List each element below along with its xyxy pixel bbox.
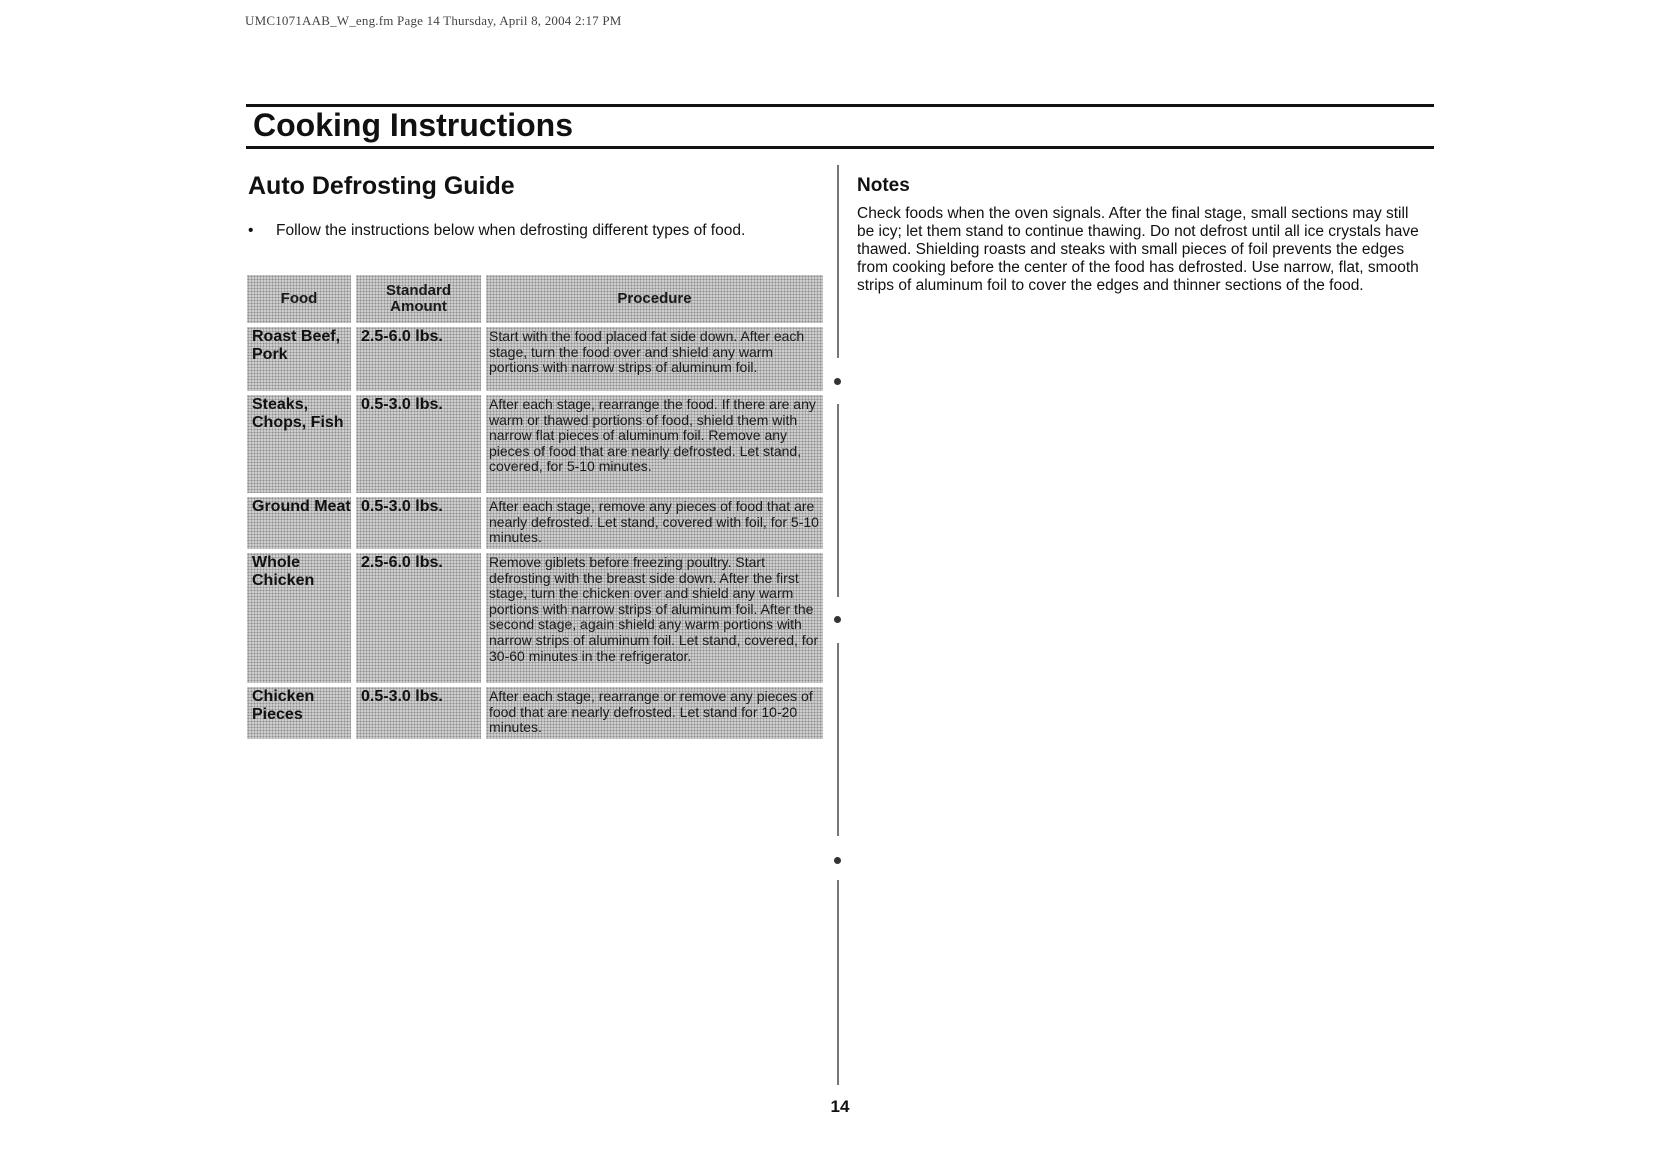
column-divider (837, 404, 839, 597)
table-row (247, 687, 823, 739)
table-header-row (247, 275, 823, 323)
column-divider (837, 643, 839, 836)
page-number: 14 (830, 1097, 850, 1116)
food-cell: Whole Chicken (247, 553, 351, 683)
procedure-cell: Remove giblets before freezing poultry. Start defrosting with the breast side down. After the first stage, turn the chicken over and shield any warm portions with narrow strips of aluminum foil. After the second stage, again shield any warm portions with narrow strips of aluminum foil. Let stand, covered, for 30-60 minutes in the refrigerator. (486, 553, 823, 683)
procedure-cell: After each stage, rearrange the food. If there are any warm or thawed portions of food, shield them with narrow flat pieces of aluminum foil. Remove any pieces of food that are nearly defrosted. Let stand, covered, for 5-10 minutes. (486, 395, 823, 493)
bullet-dot: • (248, 222, 254, 239)
notes-heading: Notes (857, 175, 910, 196)
page-header: UMC1071AAB_W_eng.fm Page 14 Thursday, April 8, 2004 2:17 PM (245, 13, 622, 28)
table-row (247, 497, 823, 549)
procedure-cell: After each stage, rearrange or remove any pieces of food that are nearly defrosted. Let stand for 10-20 minutes. (486, 687, 823, 739)
header-amount-line1: Standard (385, 282, 451, 299)
amount-cell: 0.5-3.0 lbs. (356, 497, 481, 549)
section-title: Cooking Instructions (253, 107, 573, 143)
amount-cell: 2.5-6.0 lbs. (356, 327, 481, 391)
registration-mark (834, 378, 841, 385)
header-amount-label (386, 283, 451, 315)
header-amount (356, 275, 481, 323)
registration-mark (834, 857, 841, 864)
table-row (247, 327, 823, 391)
procedure-cell: Start with the food placed fat side down. After each stage, turn the food over and shield any warm portions with narrow strips of aluminum foil. (486, 327, 823, 391)
food-cell: Steaks, Chops, Fish (247, 395, 351, 493)
amount-cell: 0.5-3.0 lbs. (356, 687, 481, 739)
header-procedure-label: Procedure (617, 290, 692, 307)
procedure-cell: After each stage, remove any pieces of food that are nearly defrosted. Let stand, covered with foil, for 5-10 minutes. (486, 497, 823, 549)
guide-heading: Auto Defrosting Guide (248, 172, 515, 200)
food-cell: Chicken Pieces (247, 687, 351, 739)
header-food-label: Food (280, 290, 318, 307)
table-row (247, 553, 823, 683)
table-row (247, 395, 823, 493)
title-rule-bottom (246, 146, 1434, 149)
header-procedure (486, 275, 823, 323)
notes-text: Check foods when the oven signals. After the final stage, small sections may still be icy; let them stand to continue thawing. Do not defrost until all ice crystals have thawed. Shielding roasts and steaks with small pieces of foil prevents the edges from cooking before the center of the food has defrosted. Use narrow, flat, smooth strips of aluminum foil to cover the edges and thinner sections of the food. (857, 205, 1419, 294)
food-cell: Roast Beef, Pork (247, 327, 351, 391)
guide-bullet (248, 222, 745, 240)
column-divider (837, 880, 839, 1085)
header-amount-line2: Amount (390, 298, 447, 315)
registration-mark (834, 616, 841, 623)
amount-cell: 0.5-3.0 lbs. (356, 395, 481, 493)
bullet-text: Follow the instructions below when defrosting different types of food. (276, 222, 746, 239)
header-food (247, 275, 351, 323)
amount-cell: 2.5-6.0 lbs. (356, 553, 481, 683)
column-divider (837, 165, 839, 358)
food-cell: Ground Meat (247, 497, 351, 549)
defrost-table (247, 275, 823, 743)
